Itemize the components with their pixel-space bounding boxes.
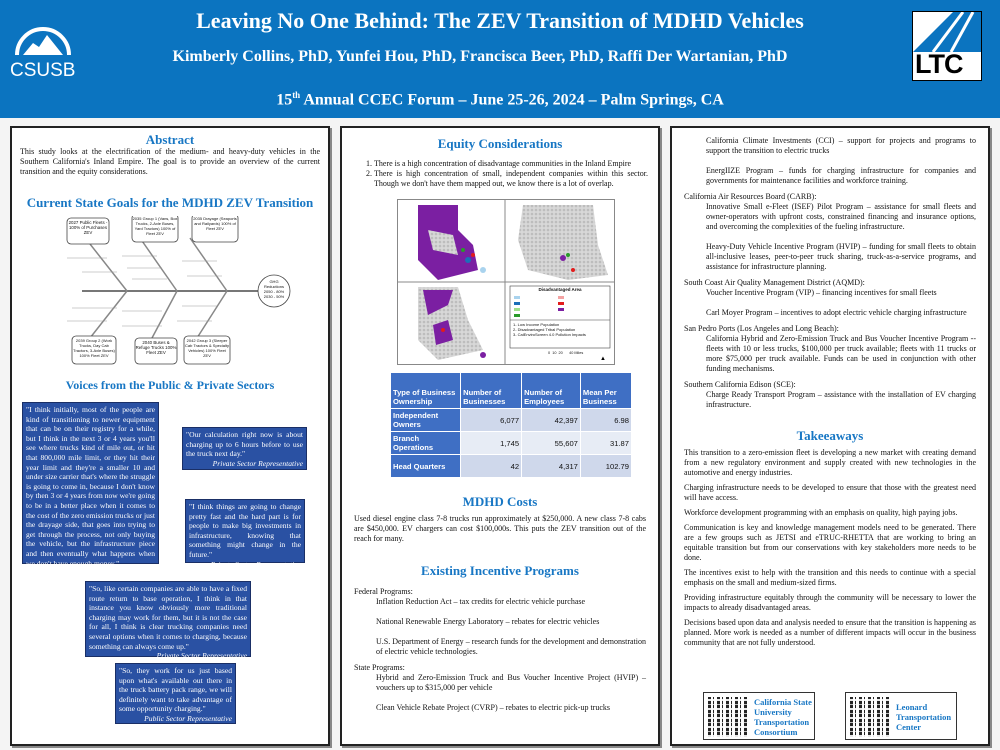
qr-card-ltc[interactable]: Leonard Transportation Center: [845, 692, 957, 740]
qr-card-csutc[interactable]: California State University Transportation Consortium: [703, 692, 815, 740]
business-ownership-table: Type of Business Ownership Number of Businesses Number of Employees Mean Per Business Independent Owners 6,077 42,397 6.98 Branch Operations 1,745 55,607 31.87 Head Quarters 42 4,317 102.79: [390, 372, 632, 478]
table-row: Head Quarters 42 4,317 102.79: [391, 455, 632, 478]
left-panel: [10, 126, 330, 746]
map-panel-2: [518, 205, 608, 280]
voices-heading: Voices from the Public & Private Sectors: [65, 378, 275, 392]
fishbone-diagram: 2027 Public Fleets - 100% of Purchases ZEV 2035 Group 1 (Vans, Box Trucks, 2-Axle Buses, Yard Tractors) 100% of Fleet ZEV 2035 Drayage (Seaports and Railyards) 100% of Fleet ZEV 2039 Group 2 (Work Trucks, Day Cab Tractors, 3-Axle Buses) 100% Fleet ZEV 2040 Buses & Refuge Trucks 100% Fleet ZEV 2042 Group 3 (Sleeper Cab Tractors & Specialty Vehicles) 100% Fleet ZEV GHG Reductions 2050 - 80% 2030 - 50%: [62, 216, 292, 366]
quote-card: "So, like certain companies are able to have a fixed route return to base operation, I think in that instance you know obviously more traditional charging may work for them, but it is not the case for all, I think is clear trucking companies need several options when it comes to charging, because something can always come up." Private Sector Representative: [85, 581, 251, 657]
abstract-text: This study looks at the electrification of the medium- and heavy-duty vehicles in the Southern California's Inland Empire. The goal is to provide an overview of the current transition and the equity considerations.: [20, 147, 320, 176]
authors: Kimberly Collins, PhD, Yunfei Hou, PhD, Francisca Beer, PhD, Raffi Der Wartanian, PhD: [172, 48, 788, 65]
quote-card: "I think things are going to change pretty fast and the hard part is for people to make big investments in infrastructure, knowing that something might change in the future." Private Sector Representative: [185, 499, 305, 563]
ltc-logo: LTC: [912, 11, 982, 81]
equity-heading: Equity Considerations: [437, 136, 563, 151]
north-arrow-icon: ▲: [600, 356, 606, 362]
abstract-heading: Abstract: [145, 132, 195, 147]
map-legend: [510, 286, 610, 348]
quote-card: "So, they work for us just based upon what's available out there in the truck battery pack range, we will definitely want to take advantage of some opportunity charging." Public Sector Representative: [115, 663, 236, 724]
csusb-logo: CSUSB: [10, 25, 75, 82]
equity-list: 1. There is a high concentration of disadvantage communities in the Inland Empire 2. There is high concentration of small, independent companies within this sector. Though we don't have them mapped out, we know there is a lot of overlap.: [362, 159, 648, 189]
map-figure: [398, 200, 614, 364]
quote-card: "Our calculation right now is about charging up to 6 hours before to use the truck next day." Private Sector Representative: [182, 427, 307, 470]
table-row: Independent Owners 6,077 42,397 6.98: [391, 409, 632, 432]
table-row: Branch Operations 1,745 55,607 31.87: [391, 432, 632, 455]
incentives-heading: Existing Incentive Programs: [421, 563, 579, 578]
middle-panel: [340, 126, 660, 746]
qr-code-icon[interactable]: [850, 697, 890, 737]
goals-heading: Current State Goals for the MDHD ZEV Transition: [26, 195, 314, 210]
map-scale: 0 10 20 40 Miles: [548, 351, 584, 355]
disadvantaged-area-maps: ▲ Disadvantaged Area 1- Low Income Population 2- Disadvantaged Tribal Population 3- CalEnviroScreen 4.0 Pollution Impacts 0 10 20 40 Miles: [397, 199, 615, 365]
road-stripes-icon: [913, 12, 981, 52]
map-panel-3: [418, 287, 486, 360]
quote-card: "I think initially, most of the people are kind of transitioning to newer equipment that can be on their registry for a while, but I think in the next 3 or 4 years you'll see where trucks kind of mile out, or hit that 800,000 mile limit, or they hit their year limit and they're a smaller 10 and under size carrier that's where the struggle is going to come in, because I don't know by then 3 or 4 years from now we're going to be in a better place when it comes to the cost of the zero emission trucks or just the drayage side, that goes into trying to get through the process, not only buying the vehicle, but the infrastructure piece and then eventually what happens when we don't have enough money." Public Sector Representative: [22, 402, 159, 564]
incentives-continued: California Climate Investments (CCI) – support for projects and programs to support the transition to electric trucks EnergIIZE Program – funds for charging infrastructure for companies and governments for maintenance facilities and workforce training. California Air Resources Board (CARB): Innovative Small e-Fleet (ISEF) Pilot Program – assistance for small fleets and owner-operators with upfront costs, constrained financing and insurance options, and overcoming the complexities of the fueling infrastructure. Heavy-Duty Vehicle Incentive Program (HVIP) – funding for small fleets to obtain all-inclusive leases, peer-to-peer truck sharing, truck-as-a-service programs, and assistance for infrastructure planning. South Coast Air Quality Management District (AQMD): Voucher Incentive Program (VIP) – financing incentives for small fleets Carl Moyer Program – incentives to adopt electric vehicle charging infrastructure San Pedro Ports (Los Angeles and Long Beach): California Hybrid and Zero-Emission Truck and Bus Voucher Incentive Program -- fleets with 10 or less trucks, $100,000 per truck available; fleets with 11 trucks or more $75,000 per truck available. Funds can be used in conjunction with other funding mechanisms. Southern California Edison (SCE): Charge Ready Transport Program – assistance with the installation of EV charging infrastructure.: [684, 136, 976, 409]
map-notes: 1- Low Income Population 2- Disadvantaged Tribal Population 3- CalEnviroScreen 4.0 Pollution Impacts: [513, 322, 586, 337]
qr-code-icon[interactable]: [708, 697, 748, 737]
costs-text: Used diesel engine class 7-8 trucks run approximately at $250,000. A new class 7-8 cabs are $450,000. EV chargers can cost $100,000s. This puts the ZEV transition out of the reach for many.: [354, 514, 646, 543]
poster-title: Leaving No One Behind: The ZEV Transition of MDHD Vehicles: [196, 8, 804, 33]
takeaways-heading: Takeeaways: [796, 428, 864, 443]
right-panel: [670, 126, 990, 746]
costs-heading: MDHD Costs: [462, 494, 538, 509]
poster-header: [0, 0, 1000, 118]
takeaways-list: This transition to a zero-emission fleet is developing a new market with creating demand from a new regulatory environment and supply created with new technologies in the automotive and energy industries. Charging infrastructure needs to be developed to ensure that those with the greatest need will have access. Workforce development programming with an emphasis on quality, high paying jobs. Communication is key and knowledge management models need to be generated. There are a few groups such as JETSI and eTRUC-RHETTA that are working to bring an equitable transition but from our conservations with key stakeholders more needs to be done. The incentives exist to help with the transition and this needs to continue with a special emphasis on the small and medium-sized firms. Providing infrastructure equitably through the community will be necessary to lower the impacts to already disadvantaged areas. Decisions based upon data and analysis needed to ensure that the transition is happening as planned. More work is needed as a number of different impacts will occur in the business community that are not fully understood.: [684, 448, 976, 647]
incentives-list: Federal Programs: Inflation Reduction Act – tax credits for electric vehicle purchase National Renewable Energy Laboratory – rebates for electric vehicles U.S. Department of Energy – research funds for the development and demonstration of electric vehicle technologies. State Programs: Hybrid and Zero-Emission Truck and Bus Voucher Incentive Project (HVIP) – vouchers up to $315,000 per vehicle Clean Vehicle Rebate Project (CVRP) – rebates to electric pick-up trucks: [354, 587, 646, 712]
map-panel-1: [418, 205, 486, 280]
forum-info: 15th Annual CCEC Forum – June 25-26, 2024 – Palm Springs, CA: [276, 90, 724, 109]
